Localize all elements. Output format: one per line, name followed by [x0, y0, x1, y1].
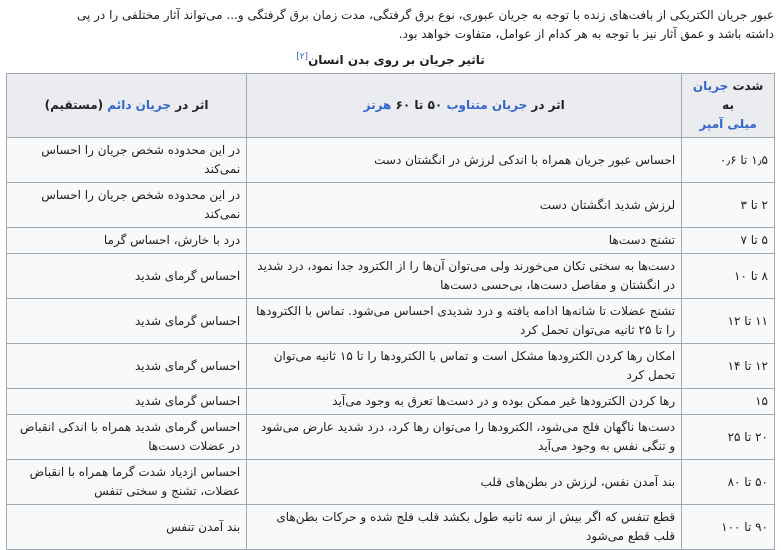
table-row: [7, 183, 775, 228]
header-ac-prefix: اثر در: [527, 98, 565, 112]
cell-current: ۲ تا ۳: [682, 183, 775, 228]
table-row: [7, 299, 775, 344]
header-current-mid: به: [722, 98, 734, 112]
direct-current-link[interactable]: جریان دائم: [107, 98, 172, 112]
cell-dc-effect: در این محدوده شخص جریان را احساس نمی‌کند: [7, 183, 247, 228]
cell-dc-effect: احساس گرمای شدید: [7, 344, 247, 389]
header-ac-suffix: ۵۰ تا ۶۰: [391, 98, 447, 112]
milliampere-link[interactable]: میلی آمپر: [699, 117, 757, 131]
alternating-current-link[interactable]: جریان متناوب: [446, 98, 528, 112]
intro-line-2: داشته باشد و عمق آثار نیز با توجه به هر کدام از عوامل، متفاوت خواهد بود.: [398, 27, 774, 41]
cell-current: ۹۰ تا ۱۰۰: [682, 505, 775, 550]
cell-ac-effect: دست‌ها به سختی تکان می‌خورند ولی می‌توان آن‌ها را از الکترود جدا نمود، درد شدید در انگشتان و مفاصل دست‌ها، بی‌حسی دست‌ها: [247, 254, 682, 299]
table-row: [7, 415, 775, 460]
header-dc-suffix: (مستقیم): [44, 98, 108, 112]
cell-current: ۵ تا ۷: [682, 228, 775, 254]
cell-ac-effect: قطع تنفس که اگر بیش از سه ثانیه طول بکشد قلب فلج شده و حرکات بطن‌های قلب قطع می‌شود: [247, 505, 682, 550]
intro-paragraph: [6, 6, 774, 44]
table-caption: [0, 52, 781, 67]
cell-ac-effect: بند آمدن نفس، لرزش در بطن‌های قلب: [247, 460, 682, 505]
cell-ac-effect: دست‌ها ناگهان فلج می‌شود، الکترودها را می‌توان رها کرد، درد شدید عارض می‌شود و تنگی نفس به وجود می‌آید: [247, 415, 682, 460]
cell-dc-effect: احساس گرمای شدید: [7, 299, 247, 344]
cell-ac-effect: امکان رها کردن الکترودها مشکل است و تماس با الکترودها را تا ۱۵ ثانیه می‌توان تحمل کرد: [247, 344, 682, 389]
cell-dc-effect: بند آمدن تنفس: [7, 505, 247, 550]
table-row: [7, 344, 775, 389]
cell-current: ۵۰ تا ۸۰: [682, 460, 775, 505]
cell-ac-effect: تشنج عضلات تا شانه‌ها ادامه یافته و درد شدیدی احساس می‌شود. تماس با الکترودها را تا ۲۵ ثانیه می‌توان تحمل کرد: [247, 299, 682, 344]
cell-dc-effect: احساس ازدیاد شدت گرما همراه با انقباض عضلات، تشنج و سختی تنفس: [7, 460, 247, 505]
caption-reference-link[interactable]: [۲]: [296, 52, 309, 62]
header-dc-prefix: اثر در: [171, 98, 209, 112]
cell-current: ۸ تا ۱۰: [682, 254, 775, 299]
header-ac-effect: [247, 74, 682, 138]
cell-dc-effect: احساس گرمای شدید: [7, 254, 247, 299]
electric-current-effects-table: [6, 73, 775, 550]
cell-ac-effect: تشنج دست‌ها: [247, 228, 682, 254]
table-row: [7, 460, 775, 505]
table-row: [7, 505, 775, 550]
cell-current: ۱۵: [682, 389, 775, 415]
cell-dc-effect: احساس گرمای شدید: [7, 389, 247, 415]
cell-dc-effect: در این محدوده شخص جریان را احساس نمی‌کند: [7, 138, 247, 183]
table-row: [7, 254, 775, 299]
table-body: [7, 138, 775, 550]
cell-current: ۱۱ تا ۱۲: [682, 299, 775, 344]
table-header-row: [7, 74, 775, 138]
cell-current: ۲۰ تا ۲۵: [682, 415, 775, 460]
table-row: [7, 228, 775, 254]
header-current-intensity: [682, 74, 775, 138]
current-link[interactable]: جریان: [692, 79, 729, 93]
table-row: [7, 138, 775, 183]
intro-line-1: عبور جریان الکتریکی از بافت‌های زنده با توجه به جریان عبوری، نوع برق گرفتگی، مدت زمان برق گرفتگی و... می‌تواند آثار مختلفی را در پی: [76, 8, 774, 22]
hertz-link[interactable]: هرتز: [363, 98, 392, 112]
cell-current: ۱۲ تا ۱۴: [682, 344, 775, 389]
cell-ac-effect: رها کردن الکترودها غیر ممکن بوده و در دست‌ها تعرق به وجود می‌آید: [247, 389, 682, 415]
header-dc-effect: [7, 74, 247, 138]
table-row: [7, 389, 775, 415]
cell-current: ۱٫۵ تا ۰٫۶: [682, 138, 775, 183]
header-current-prefix: شدت: [728, 79, 764, 93]
cell-dc-effect: درد با خارش، احساس گرما: [7, 228, 247, 254]
cell-dc-effect: احساس گرمای شدید همراه با اندکی انقباض در عضلات دست‌ها: [7, 415, 247, 460]
cell-ac-effect: لرزش شدید انگشتان دست: [247, 183, 682, 228]
cell-ac-effect: احساس عبور جریان همراه با اندکی لرزش در انگشتان دست: [247, 138, 682, 183]
caption-text: تاثیر جریان بر روی بدن انسان: [308, 53, 485, 67]
